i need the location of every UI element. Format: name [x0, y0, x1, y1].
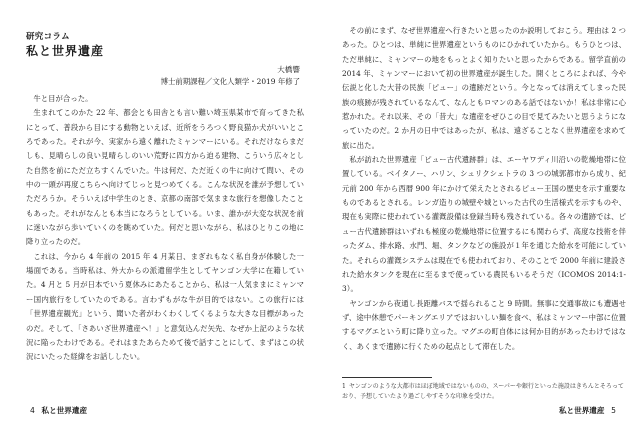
footnote-text: ヤンゴンのような大都市はほぼ地域ではないものの、スーパーや銀行といった施設はきちんとそろっており、予想していたより過ごしやすそうな印象を受けた。	[342, 383, 624, 400]
page-number: 5	[611, 406, 616, 415]
paragraph: その前にまず、なぜ世界遺産へ行きたいと思ったのか説明しておこう。理由は 2 つあった。ひとつは、単純に世界遺産というものにひかれていたから。もうひとつは、ただ単純に、ミャンマーの地をもっとよく知りたいと思ったからである。留学直前の 2014 年、ミャンマーにおいて初の世界遺産が誕生した。開くところによれば、今や伝説と化した大昔の民族「ピュー」の遺跡だという。今となっては消えてしまった民族の痕跡が残されているなんて、なんともロマンのある話ではないか！私は非常に心惹かれた。それ以来、その「昔大」な遺産をぜひこの目で見てみたいと思うようになっていたのだ。2 か月の日中ではあったが、私は、遠ざることなく世界遺産を求めて旅に出た。	[342, 26, 626, 150]
left-body-text	[26, 92, 304, 365]
article-title: 私と世界遺産	[26, 44, 105, 58]
paragraph: ヤンゴンから夜通し長距離バスで揺られること 9 時間。無事に交通事故にも遭遇せず、途中休憩でパーキングエリアではおいしい麺を食べ、私はミャンマー中部に位置するマグエという町に降り立った。マグエの町自体には何か目的があったわけではなく、あくまで遺跡に行くための起点として滞在した。	[342, 298, 626, 351]
footnote-rule	[342, 377, 432, 378]
running-title: 私と世界遺産	[41, 406, 88, 415]
paragraph: これは、今から 4 年前の 2015 年 4 月某日、まぎれもなく私自身が体験した一場面である。当時私は、外大からの派遣留学生としてヤンゴン大学に在籍していた。4 月と 5 月が日本でいう夏休みにあたることから、私は一人気ままにミャンマー国内旅行をしていたのである。言わずもがな牛が目的ではない。この旅行には「世界遺産観光」という、聞いた者がわくわくしてくるような大きな目標があったのだ。そして、「さあいざ世界遺産へ！」と意気込んだ矢先、なぜか上記のような状況に陥ったわけである。それはまたあらためて後で話すことにして、まずはこの状況にいたった経緯をお話ししたい。	[26, 251, 304, 362]
author-name: 大橋響	[277, 65, 300, 74]
paragraph: 牛と目が合った。	[33, 94, 93, 103]
paragraph: 私が訪れた世界遺産「ピュー古代遺跡群」は、エーヤワディ川沿いの乾燥地帯に位置している。ベイタノー、ハリン、シュリクシェトラの 3 つの城郭都市から成り、紀元前 200 年から西暦 900 年にかけて栄えたとされるピュー王国の歴史を示す重要なものであるとされる。レンガ造りの城壁や城といった古代の生活様式を示すものや、現在も実際に使われている灌漑設備は登録当時も残されている。各々の遺跡では、ピュー古代遺跡群はいずれも極度の乾燥地帯に位置するにも関わらず、高度な技術を伴ったダム、排水路、水門、堀、タンクなどの施設が１年を通じた給水を可能にしていた。それらの灌漑システムは現在でも使われており、そのことで 2000 年前に建設された給水タンクを現在に至るまで使っている農民もいるそうだ（ICOMOS 2014:1-3）。	[342, 155, 626, 294]
left-footer	[26, 405, 87, 416]
footnote	[342, 382, 628, 401]
paragraph: 生まれてこのかた 22 年、都会とも田舎とも言い難い埼玉県某市で育ってきた私にとって、普段から目にする動物といえば、近所をうろつく野良猫か犬がいいところであった。それが今、実家から遠く離れたミャンマーにいる。それだけならまだしも、見晴らしの良い見晴らしのいい荒野に四方から迫る建物、こういう広々とした自然を前にただ立ちすくんでいた。牛は何だ、ただ近くの牛に向けて問い、その中の一頭が再度こちらへ向けてじっと見つめてくる。こんな状況を誰が予想していただろうか。そういえば中学生のとき、京都の南部で気ままな旅行を想像したこともあった。それがなんとも本当になろうとしている。いま、誰かが大変な状況を前に迷いながら歩いていくのを眺めていた。何だと思いながら、私はひとりこの地に降り立ったのだ。	[26, 108, 304, 247]
footnote-number: 1	[342, 383, 346, 390]
right-body-text	[342, 24, 626, 354]
running-title: 私と世界遺産	[558, 406, 605, 415]
right-page	[320, 0, 640, 437]
page-number: 4	[30, 406, 35, 415]
author-affiliation: 博士前期課程／文化人類学・2019 年修了	[160, 77, 300, 86]
column-label: 研究コラム	[26, 32, 70, 42]
right-footer	[559, 405, 620, 416]
